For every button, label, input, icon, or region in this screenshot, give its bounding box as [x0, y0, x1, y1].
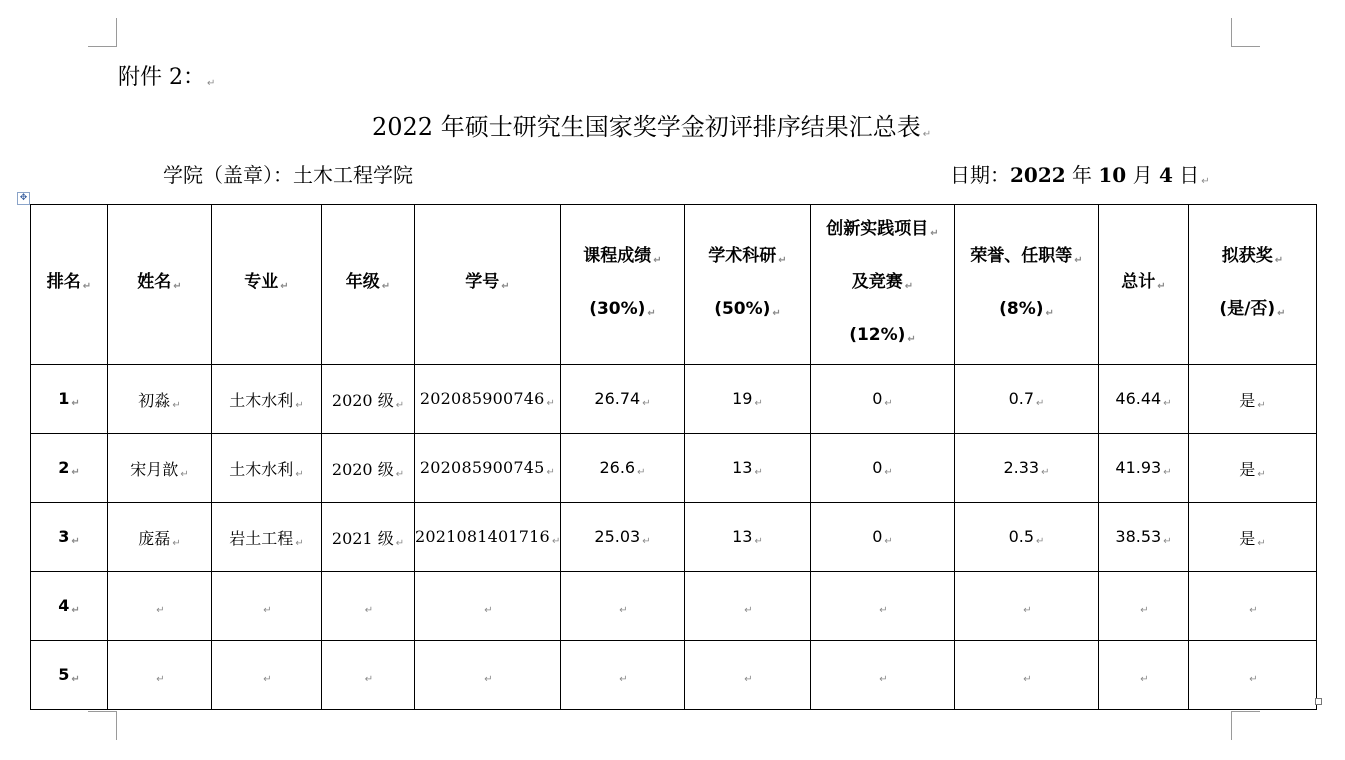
- cell-rank[interactable]: [31, 503, 108, 572]
- cell-end-mark-icon: ↵: [884, 536, 893, 547]
- cell-text: 0: [872, 389, 883, 408]
- cell-research[interactable]: [685, 365, 811, 434]
- cell-name[interactable]: [108, 572, 212, 641]
- header-cell-line: 排名 ↵: [46, 272, 92, 292]
- cell-grade[interactable]: [322, 434, 415, 503]
- table-row: [31, 572, 1317, 641]
- cell-end-mark-icon: ↵: [546, 467, 556, 478]
- cell-end-mark-icon: ↵: [930, 228, 939, 239]
- cell-end-mark-icon: ↵: [1257, 399, 1266, 411]
- cell-end-mark-icon: ↵: [907, 334, 916, 345]
- header-cell-line: 学号 ↵: [465, 272, 510, 292]
- header-cell: [31, 205, 108, 365]
- paragraph-mark-icon: ↵: [922, 129, 932, 140]
- cell-end-mark-icon: ↵: [172, 399, 181, 411]
- cell-end-mark-icon: ↵: [395, 399, 405, 411]
- cell-text: 初淼: [138, 390, 171, 410]
- header-cell: [811, 205, 955, 365]
- cell-rank[interactable]: [31, 572, 108, 641]
- cell-student-id[interactable]: [415, 572, 561, 641]
- cell-end-mark-icon: ↵: [1074, 254, 1083, 266]
- cell-end-mark-icon: ↵: [754, 467, 763, 478]
- cell-end-mark-icon: ↵: [647, 307, 656, 319]
- cell-major[interactable]: [212, 434, 322, 503]
- cell-end-mark-icon: ↵: [484, 674, 493, 685]
- cell-end-mark-icon: ↵: [381, 281, 391, 292]
- cell-end-mark-icon: ↵: [484, 605, 493, 616]
- cell-research[interactable]: [685, 572, 811, 641]
- header-cell-line: 姓名 ↵: [137, 272, 182, 292]
- cell-text: 41.93: [1115, 458, 1162, 477]
- cell-name[interactable]: [108, 434, 212, 503]
- cell-end-mark-icon: ↵: [71, 674, 80, 685]
- cell-text: 26.6: [599, 458, 636, 477]
- cell-end-mark-icon: ↵: [744, 674, 753, 685]
- cell-end-mark-icon: ↵: [1277, 307, 1286, 319]
- cell-end-mark-icon: ↵: [172, 537, 181, 549]
- cell-award[interactable]: [1189, 434, 1317, 503]
- cell-text: 13: [732, 458, 753, 477]
- cell-major[interactable]: [212, 572, 322, 641]
- cell-end-mark-icon: ↵: [653, 254, 662, 266]
- header-cell-line: 及竞赛 ↵: [851, 272, 914, 292]
- cell-end-mark-icon: ↵: [884, 467, 893, 478]
- cell-grade[interactable]: [322, 641, 415, 710]
- cell-text: 0.5: [1008, 527, 1035, 546]
- cell-end-mark-icon: ↵: [778, 254, 787, 266]
- header-cell: [322, 205, 415, 365]
- cell-grade[interactable]: [322, 365, 415, 434]
- paragraph-mark-icon: ↵: [207, 78, 216, 89]
- header-cell-line: (是/否) ↵: [1219, 298, 1286, 319]
- cell-end-mark-icon: ↵: [1045, 307, 1054, 319]
- cell-name[interactable]: [108, 365, 212, 434]
- date-prefix: 日期：: [950, 163, 1010, 187]
- cell-end-mark-icon: ↵: [1249, 605, 1258, 616]
- header-cell-line: (8%) ↵: [999, 298, 1054, 319]
- cell-end-mark-icon: ↵: [642, 398, 651, 409]
- cell-end-mark-icon: ↵: [1041, 467, 1050, 478]
- cell-major[interactable]: [212, 365, 322, 434]
- college-label: [163, 159, 413, 188]
- cell-major[interactable]: [212, 641, 322, 710]
- cell-research[interactable]: [685, 503, 811, 572]
- cell-end-mark-icon: ↵: [879, 605, 888, 616]
- cell-end-mark-icon: ↵: [884, 398, 893, 409]
- cell-end-mark-icon: ↵: [1249, 674, 1258, 685]
- cell-end-mark-icon: ↵: [156, 605, 165, 616]
- cell-research[interactable]: [685, 434, 811, 503]
- table-body: [31, 365, 1317, 710]
- cell-end-mark-icon: ↵: [551, 536, 561, 547]
- table-move-handle-icon[interactable]: ✥: [17, 192, 30, 205]
- header-cell-line: (12%) ↵: [849, 325, 916, 345]
- cell-end-mark-icon: ↵: [879, 674, 888, 685]
- cell-grade[interactable]: [322, 503, 415, 572]
- cell-text: 25.03: [594, 527, 641, 546]
- cell-end-mark-icon: ↵: [1257, 537, 1266, 549]
- cell-honor[interactable]: [955, 572, 1099, 641]
- cell-student-id[interactable]: [415, 434, 561, 503]
- header-cell: [1099, 205, 1189, 365]
- header-cell: [1189, 205, 1317, 365]
- cell-innovation[interactable]: [811, 503, 955, 572]
- cell-end-mark-icon: ↵: [173, 281, 182, 292]
- table-resize-handle[interactable]: [1315, 698, 1322, 705]
- date-day-unit: 日: [1172, 163, 1200, 187]
- cell-award[interactable]: [1189, 641, 1317, 710]
- date-day: 4: [1158, 163, 1173, 187]
- cell-text: 是: [1239, 459, 1256, 479]
- college-label-text: 学院（盖章）：土木工程学院: [163, 163, 413, 187]
- cell-end-mark-icon: ↵: [280, 281, 289, 292]
- table-header-row: [31, 205, 1317, 365]
- cell-end-mark-icon: ↵: [1157, 281, 1166, 292]
- cell-student-id[interactable]: [415, 641, 561, 710]
- header-cell-line: 学术科研 ↵: [708, 245, 787, 266]
- crop-mark-bottom-left: [88, 711, 117, 740]
- cell-course[interactable]: [561, 434, 685, 503]
- cell-end-mark-icon: ↵: [904, 281, 914, 292]
- cell-end-mark-icon: ↵: [395, 537, 405, 549]
- header-cell: [415, 205, 561, 365]
- cell-text: 庞磊: [138, 528, 171, 548]
- cell-end-mark-icon: ↵: [637, 467, 646, 478]
- cell-name[interactable]: [108, 641, 212, 710]
- cell-text: 土木水利: [229, 459, 294, 479]
- table-row: [31, 434, 1317, 503]
- cell-end-mark-icon: ↵: [642, 536, 651, 547]
- cell-end-mark-icon: ↵: [71, 398, 80, 409]
- crop-mark-top-right: [1231, 18, 1260, 47]
- cell-end-mark-icon: ↵: [263, 605, 272, 616]
- cell-course[interactable]: [561, 641, 685, 710]
- cell-text: 19: [732, 389, 753, 408]
- cell-innovation[interactable]: [811, 572, 955, 641]
- header-cell: [108, 205, 212, 365]
- cell-text: 是: [1239, 528, 1256, 548]
- cell-total[interactable]: [1099, 572, 1189, 641]
- paragraph-mark-icon: ↵: [1201, 176, 1210, 187]
- cell-text: 2021 级: [331, 528, 394, 548]
- date-year: 2022: [1010, 163, 1066, 187]
- cell-text: 0: [872, 527, 883, 546]
- cell-rank[interactable]: [31, 641, 108, 710]
- header-cell-line: (30%) ↵: [589, 298, 656, 319]
- table-row: [31, 365, 1317, 434]
- header-cell: [561, 205, 685, 365]
- date-line: [950, 159, 1210, 188]
- cell-text: 0: [872, 458, 883, 477]
- header-cell-line: 荣誉、任职等 ↵: [970, 245, 1083, 266]
- cell-end-mark-icon: ↵: [156, 674, 165, 685]
- cell-text: 2021081401716: [415, 527, 550, 546]
- cell-honor[interactable]: [955, 434, 1099, 503]
- cell-end-mark-icon: ↵: [71, 467, 80, 478]
- date-year-unit: 年: [1065, 163, 1099, 187]
- cell-end-mark-icon: ↵: [1257, 468, 1266, 480]
- cell-text: 202085900745: [419, 458, 545, 477]
- cell-text: 13: [732, 527, 753, 546]
- cell-end-mark-icon: ↵: [754, 398, 763, 409]
- cell-end-mark-icon: ↵: [1163, 398, 1172, 409]
- cell-text: 3: [58, 527, 70, 546]
- cell-course[interactable]: [561, 503, 685, 572]
- header-cell: [685, 205, 811, 365]
- cell-end-mark-icon: ↵: [501, 281, 510, 292]
- cell-text: 5: [58, 665, 70, 684]
- cell-end-mark-icon: ↵: [71, 605, 80, 616]
- cell-total[interactable]: [1099, 641, 1189, 710]
- header-cell-line: 课程成绩 ↵: [583, 245, 662, 266]
- cell-text: 是: [1239, 390, 1256, 410]
- cell-total[interactable]: [1099, 365, 1189, 434]
- cell-end-mark-icon: ↵: [364, 605, 374, 616]
- date-month-unit: 月: [1126, 163, 1159, 187]
- cell-end-mark-icon: ↵: [1036, 398, 1045, 409]
- document-title-text: 2022 年硕士研究生国家奖学金初评排序结果汇总表: [372, 113, 921, 141]
- date-month: 10: [1098, 163, 1127, 187]
- cell-rank[interactable]: [31, 434, 108, 503]
- cell-award[interactable]: [1189, 365, 1317, 434]
- cell-text: 0.7: [1008, 389, 1035, 408]
- cell-end-mark-icon: ↵: [754, 536, 763, 547]
- cell-text: 2.33: [1003, 458, 1040, 477]
- cell-end-mark-icon: ↵: [295, 399, 304, 411]
- cell-end-mark-icon: ↵: [1036, 536, 1045, 547]
- cell-course[interactable]: [561, 572, 685, 641]
- cell-text: 2020 级: [331, 459, 394, 479]
- cell-end-mark-icon: ↵: [1023, 605, 1032, 616]
- cell-innovation[interactable]: [811, 365, 955, 434]
- header-cell-line: 创新实践项目 ↵: [826, 219, 939, 239]
- cell-student-id[interactable]: [415, 365, 561, 434]
- table-row: [31, 503, 1317, 572]
- cell-text: 岩土工程: [229, 528, 294, 548]
- cell-end-mark-icon: ↵: [772, 307, 781, 319]
- cell-honor[interactable]: [955, 641, 1099, 710]
- cell-end-mark-icon: ↵: [1163, 536, 1172, 547]
- cell-total[interactable]: [1099, 434, 1189, 503]
- cell-text: 38.53: [1115, 527, 1162, 546]
- cell-award[interactable]: [1189, 503, 1317, 572]
- crop-mark-bottom-right: [1231, 711, 1260, 740]
- cell-end-mark-icon: ↵: [180, 468, 189, 480]
- results-table: [30, 204, 1317, 710]
- cell-end-mark-icon: ↵: [619, 674, 628, 685]
- header-cell-line: 总计 ↵: [1121, 272, 1166, 292]
- cell-name[interactable]: [108, 503, 212, 572]
- cell-innovation[interactable]: [811, 641, 955, 710]
- header-cell: [212, 205, 322, 365]
- cell-grade[interactable]: [322, 572, 415, 641]
- cell-end-mark-icon: ↵: [295, 468, 304, 480]
- cell-end-mark-icon: ↵: [1274, 254, 1284, 266]
- crop-mark-top-left: [88, 18, 117, 47]
- cell-end-mark-icon: ↵: [744, 605, 753, 616]
- cell-text: 2020 级: [331, 390, 394, 410]
- cell-text: 26.74: [594, 389, 641, 408]
- document-title: [372, 107, 931, 142]
- cell-end-mark-icon: ↵: [1140, 605, 1149, 616]
- cell-honor[interactable]: [955, 503, 1099, 572]
- cell-text: 202085900746: [419, 389, 545, 408]
- attachment-label-text: 附件 2：: [118, 65, 205, 90]
- cell-major[interactable]: [212, 503, 322, 572]
- table-row: [31, 641, 1317, 710]
- cell-student-id[interactable]: [415, 503, 561, 572]
- attachment-label: [118, 60, 215, 91]
- cell-end-mark-icon: ↵: [82, 281, 92, 292]
- cell-course[interactable]: [561, 365, 685, 434]
- cell-end-mark-icon: ↵: [1023, 674, 1032, 685]
- cell-end-mark-icon: ↵: [546, 398, 556, 409]
- header-cell: [955, 205, 1099, 365]
- cell-honor[interactable]: [955, 365, 1099, 434]
- cell-end-mark-icon: ↵: [71, 536, 80, 547]
- cell-end-mark-icon: ↵: [619, 605, 628, 616]
- cell-research[interactable]: [685, 641, 811, 710]
- cell-text: 土木水利: [229, 390, 294, 410]
- cell-text: 46.44: [1115, 389, 1162, 408]
- cell-award[interactable]: [1189, 572, 1317, 641]
- cell-end-mark-icon: ↵: [1140, 674, 1149, 685]
- cell-text: 2: [58, 458, 70, 477]
- cell-rank[interactable]: [31, 365, 108, 434]
- cell-text: 1: [58, 389, 70, 408]
- cell-end-mark-icon: ↵: [263, 674, 272, 685]
- cell-end-mark-icon: ↵: [395, 468, 405, 480]
- cell-text: 宋月歆: [130, 459, 179, 479]
- cell-innovation[interactable]: [811, 434, 955, 503]
- header-cell-line: 年级 ↵: [345, 272, 391, 292]
- cell-end-mark-icon: ↵: [295, 537, 304, 549]
- cell-text: 4: [58, 596, 70, 615]
- cell-total[interactable]: [1099, 503, 1189, 572]
- header-cell-line: 拟获奖 ↵: [1221, 245, 1284, 266]
- header-cell-line: (50%) ↵: [714, 298, 781, 319]
- cell-end-mark-icon: ↵: [364, 674, 374, 685]
- cell-end-mark-icon: ↵: [1163, 467, 1172, 478]
- header-cell-line: 专业 ↵: [244, 272, 289, 292]
